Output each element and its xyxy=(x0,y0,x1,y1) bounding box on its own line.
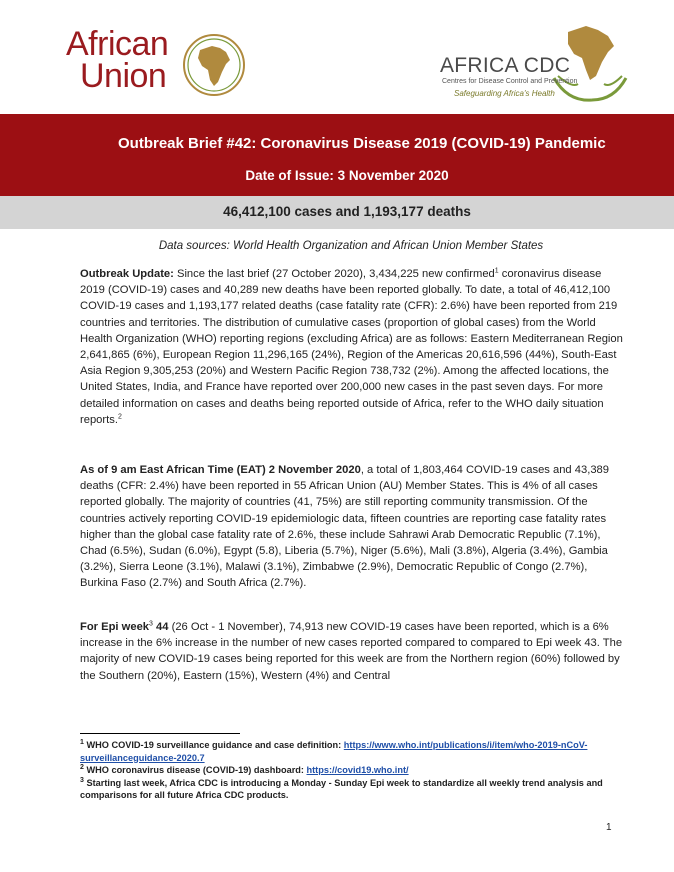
africa-cdc-logo xyxy=(440,18,630,114)
footnote-2: $^2$ WHO coronavirus disease (COVID-19) dashboard: https://covid19.who.int/ xyxy=(80,764,409,776)
issue-date: Date of Issue: 3 November 2020 xyxy=(245,168,449,183)
au-logo-text: African Union xyxy=(66,25,169,95)
footnote-2-link[interactable]: https://covid19.who.int/ xyxy=(306,765,409,776)
footnote-divider xyxy=(80,733,240,734)
footnote-3: $^3$ Starting last week, Africa CDC is introducing a Monday - Sunday Epi week to standardize all weekly trend analysis and comparisons for all future Africa CDC products. xyxy=(80,776,603,801)
footnote-1: $^1$ WHO COVID-19 surveillance guidance and case definition: https://www.who.int/publications/i/item/who-2019-nCoV-surveillanceguidance-2020.7 xyxy=(80,738,588,763)
africa-map-icon xyxy=(182,32,246,98)
epi-week-lead: For Epi week xyxy=(80,621,150,633)
footnote-ref-3[interactable]: 3 xyxy=(149,620,153,628)
summary-text: 46,412,100 cases and 1,193,177 deaths xyxy=(223,204,471,219)
footnote-1-link[interactable]: https://www.who.int/publications/i/item/who-2019-nCoV-surveillanceguidance-2020.7 xyxy=(80,740,588,763)
cdc-title: AFRICA CDC xyxy=(440,54,571,77)
title-banner xyxy=(0,114,674,196)
africa-status-lead: As of 9 am East African Time (EAT) 2 November 2020 xyxy=(80,464,361,476)
cdc-tagline: Safeguarding Africa's Health xyxy=(454,89,555,98)
footnotes xyxy=(80,739,628,802)
africa-status-paragraph: As of 9 am East African Time (EAT) 2 November 2020, a total of 1,803,464 COVID-19 cases and 43,389 deaths (CFR: 2.4%) have been reported in 55 African Union (AU) Member States. This is 4% of all cases reported globally. The majority of countries (41, 75%) are still reporting community transmission. Of the countries actively reporting COVID-19 epidemiologic data, fifteen countries are reporting case fatality rates higher than the global case fatality rate of 2.6%, these include Sahrawi Arab Democratic Republic (7.1%), Chad (6.5%), Sudan (6.0%), Egypt (5.8), Liberia (5.7%), Niger (5.6%), Mali (3.8%), Algeria (3.4%), Gambia (3.2%), Sierra Leone (3.1%), Malawi (3.1%), Zimbabwe (2.9%), Democratic Republic of Congo (2.7%), Burkina Faso (2.7%) and South Africa (2.7%). xyxy=(80,464,609,590)
footnote-ref-2[interactable]: 2 xyxy=(117,413,122,421)
outbreak-update-paragraph: Outbreak Update: Since the last brief (27 October 2020), 3,434,225 new confirmed$^1$ coronavirus disease 2019 (COVID-19) cases and 40,289 new deaths have been reported globally. To date, a total of 46,412,100 COVID-19 cases and 1,193,177 related deaths (case fatality rate (CFR): 2.6%) have been reported from 219 countries and territories. The distribution of cumulative cases (proportion of global cases) from the World Health Organization (WHO) reporting regions (excluding Africa) are as follows: Eastern Mediterranean Region 2,641,865 (6%), European Region 11,296,165 (24%), Region of the Americas 20,616,596 (44%), South-East Asia Region 9,305,253 (20%) and Western Pacific Region 738,732 (2%). Among the affected locations, the United States, India, and France have reported over 200,000 new cases in the past seven days. For more detailed information on cases and deaths being reported outside of Africa, refer to the WHO daily situation reports.$^2$ xyxy=(80,267,623,426)
cdc-subtitle: Centres for Disease Control and Prevention xyxy=(442,78,578,85)
african-union-logo xyxy=(66,25,246,98)
brief-title: Outbreak Brief #42: Coronavirus Disease 2019 (COVID-19) Pandemic xyxy=(118,135,606,152)
data-sources: Data sources: World Health Organization and African Union Member States xyxy=(158,240,544,252)
footnote-ref-1[interactable]: 1 xyxy=(494,267,499,275)
epi-week-paragraph: For Epi week$^3$ 44 (26 Oct - 1 November), 74,913 new COVID-19 cases have been reported, which is a 6% increase in the 6% increase in the number of new cases reported compared to compared to Epi week 43. The majority of new COVID-19 cases being reported for this week are from the Northern region (60%) followed by the Southern (20%), Eastern (15%), Western (4%) and Central xyxy=(80,620,623,682)
outbreak-update-label: Outbreak Update: xyxy=(80,268,174,280)
page-number: 1 xyxy=(606,822,612,833)
